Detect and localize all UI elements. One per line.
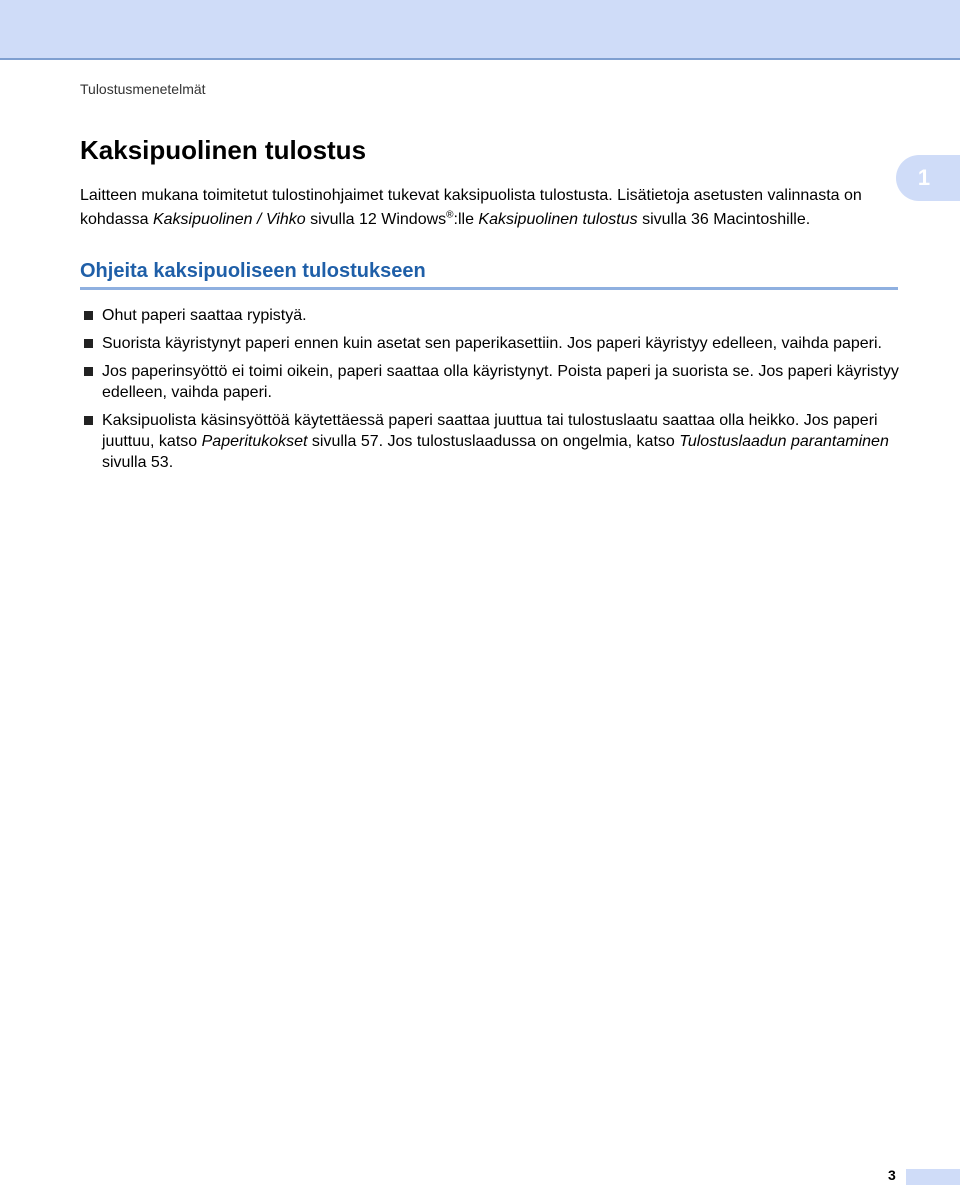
chapter-number: 1	[917, 165, 931, 190]
list-item-text: Jos paperinsyöttö ei toimi oikein, paperi saattaa olla käyristynyt. Poista paperi ja suorista se. Jos paperi käyristyy edelleen, vaihda paperi.	[102, 363, 899, 401]
guideline-list	[84, 305, 904, 480]
list-item-text: Kaksipuolista käsinsyöttöä käytettäessä paperi saattaa juuttua tai tulostuslaatu saattaa olla heikko. Jos paperi juuttuu, katso	[102, 412, 878, 450]
list-item-text: sivulla 57. Jos tulostuslaadussa on ongelmia, katso	[307, 433, 680, 450]
intro-text-2: sivulla 12 Windows	[305, 211, 447, 228]
list-item	[84, 410, 904, 473]
list-item	[84, 361, 904, 403]
intro-text-1: Laitteen mukana toimitetut tulostinohjaimet tukevat kaksipuolista tulostusta. Lisätietoja asetusten valinnasta on kohdassa	[80, 187, 862, 228]
list-item	[84, 333, 904, 354]
intro-ref-duplex-printing: Kaksipuolinen tulostus	[478, 211, 638, 228]
square-bullet-icon	[84, 367, 93, 376]
intro-text-3: :lle	[453, 211, 479, 228]
square-bullet-icon	[84, 339, 93, 348]
list-item-text: Ohut paperi saattaa rypistyä.	[102, 307, 307, 324]
header-band	[0, 0, 960, 60]
list-item-text: sivulla 53.	[102, 454, 174, 471]
list-item-text: Suorista käyristynyt paperi ennen kuin asetat sen paperikasettiin. Jos paperi käyristyy edelleen, vaihda paperi.	[102, 335, 882, 352]
footer-bar	[906, 1169, 960, 1185]
square-bullet-icon	[84, 311, 93, 320]
running-head: Tulostusmenetelmät	[80, 81, 206, 97]
section-title: Ohjeita kaksipuoliseen tulostukseen	[80, 260, 898, 290]
page-title: Kaksipuolinen tulostus	[80, 135, 367, 165]
ref-print-quality: Tulostuslaadun parantaminen	[679, 433, 889, 450]
intro-paragraph	[80, 184, 910, 232]
ref-paper-jams: Paperitukokset	[201, 433, 308, 450]
square-bullet-icon	[84, 416, 93, 425]
list-item	[84, 305, 904, 326]
registered-mark: ®	[446, 209, 454, 221]
intro-text-4: sivulla 36 Macintoshille.	[637, 211, 811, 228]
intro-ref-duplex-booklet: Kaksipuolinen / Vihko	[152, 211, 306, 228]
page-number: 3	[888, 1167, 896, 1183]
